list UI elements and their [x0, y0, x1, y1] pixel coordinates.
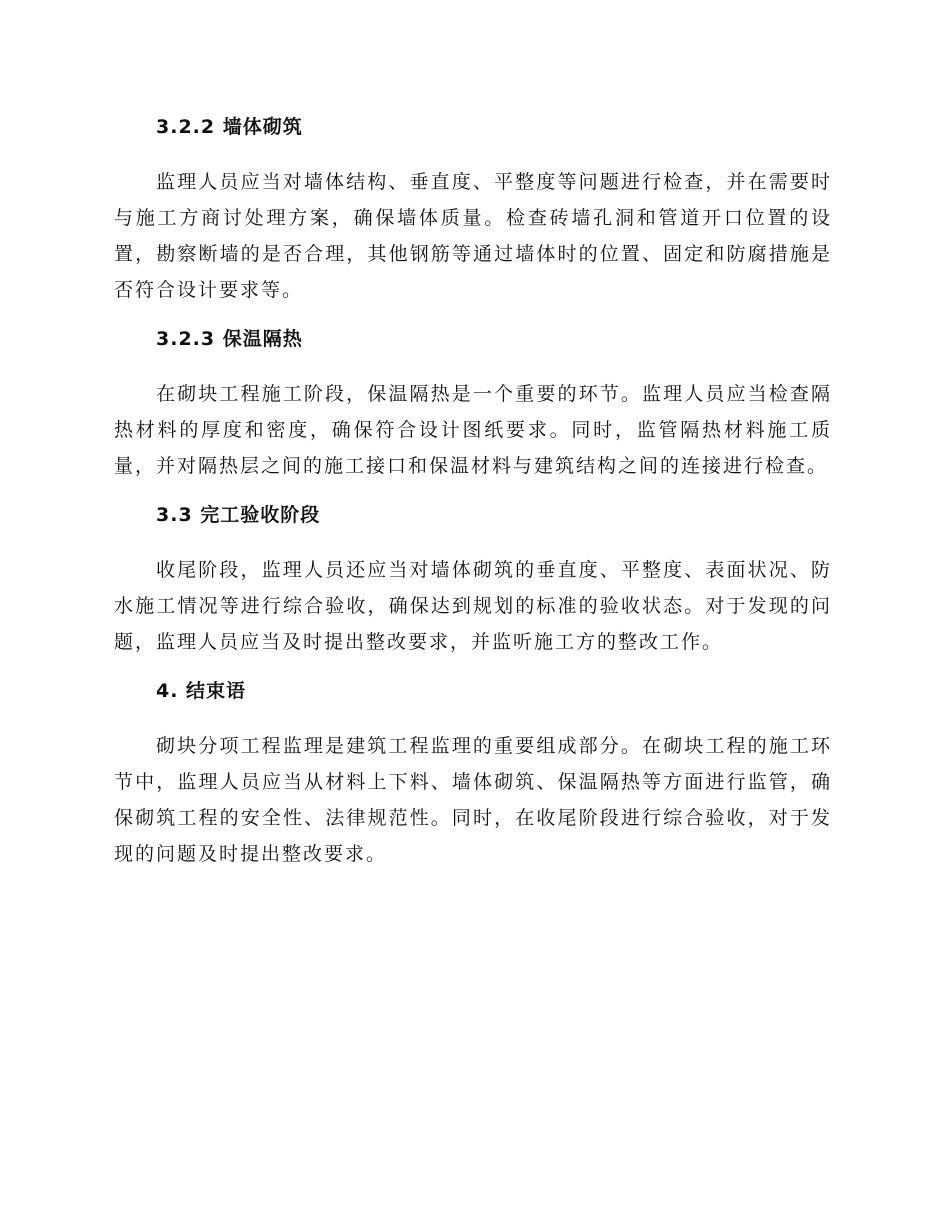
section-heading-3-3: 3.3 完工验收阶段 — [156, 504, 321, 526]
section-paragraph-3-2-2: 监理人员应当对墙体结构、垂直度、平整度等问题进行检查，并在需要时与施工方商讨处理方案，确保墙体质量。检查砖墙孔洞和管道开口位置的设置，勘察断墙的是否合理，其他钢筋等通过墙体时的位置、固定和防腐措施是否符合设计要求等。 — [114, 171, 832, 301]
section-paragraph-3-3: 收尾阶段，监理人员还应当对墙体砌筑的垂直度、平整度、表面状况、防水施工情况等进行综合验收，确保达到规划的标准的验收状态。对于发现的问题，监理人员应当及时提出整改要求，并监听施工方的整改工作。 — [114, 559, 832, 653]
section-paragraph-3-2-3: 在砌块工程施工阶段，保温隔热是一个重要的环节。监理人员应当检查隔热材料的厚度和密度，确保符合设计图纸要求。同时，监管隔热材料施工质量，并对隔热层之间的施工接口和保温材料与建筑结构之间的连接进行检查。 — [114, 383, 832, 477]
section-heading-3-2-3: 3.2.3 保温隔热 — [156, 328, 303, 350]
section-paragraph-4: 砌块分项工程监理是建筑工程监理的重要组成部分。在砌块工程的施工环节中，监理人员应当从材料上下料、墙体砌筑、保温隔热等方面进行监管，确保砌筑工程的安全性、法律规范性。同时，在收尾阶段进行综合验收，对于发现的问题及时提出整改要求。 — [114, 735, 832, 865]
section-heading-4: 4. 结束语 — [156, 680, 247, 702]
section-heading-3-2-2: 3.2.2 墙体砌筑 — [156, 116, 303, 138]
